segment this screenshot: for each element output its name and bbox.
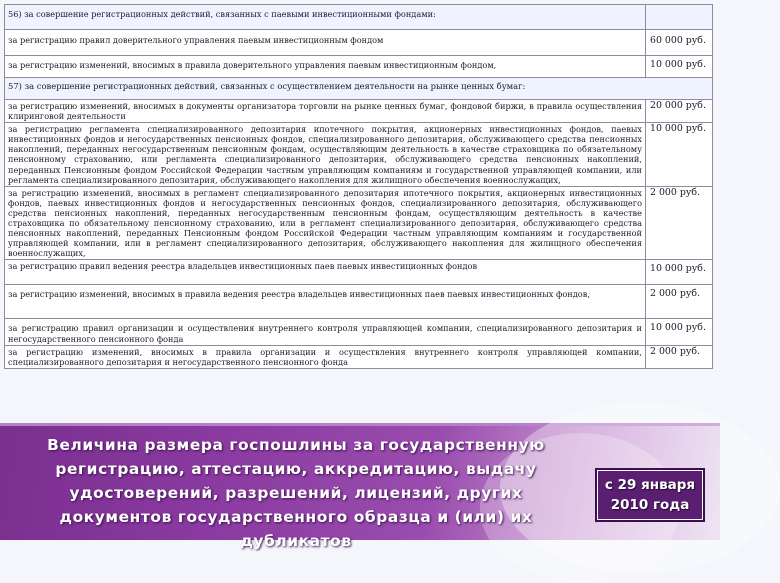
table-row: [5, 260, 713, 285]
row-text: за регистрацию изменений, вносимых в документы организатора торговли на рынке ценных бумаг, фондовой биржи, в правила осуществления клиринговой деятельности: [5, 100, 646, 123]
row-price: 60 000 руб.: [646, 30, 713, 56]
row-price: 10 000 руб.: [646, 56, 713, 78]
table-row: [5, 56, 713, 78]
row-text: за регистрацию правил доверительного управления паевым инвестиционным фондом: [5, 30, 646, 56]
row-text: за регистрацию регламента специализированного депозитария ипотечного покрытия, акционерных инвестиционных фондов, паевых инвестиционных фондов и негосударственных пенсионных фондов, специализированного депозитария, обслуживающего средства пенсионных накоплений, переданных негосударственным пенсионным фондам, осуществляющим деятельность в качестве страховщика по обязательному пенсионному страхованию, или регламента специализированного депозитария, обслуживающего средства пенсионных накоплений, переданных Пенсионным фондом Российской Федерации частным управляющим компаниям и государственной управляющей компании, или регламента специализированного депозитария, обслуживающего накопления для жилищного обеспечения военнослужащих,: [5, 123, 646, 187]
table-row: [5, 123, 713, 187]
section-56-price-empty: [646, 5, 713, 30]
section-56-title: 56) за совершение регистрационных действий, связанных с паевыми инвестиционными фондами:: [5, 5, 646, 30]
row-price: 2 000 руб.: [646, 186, 713, 260]
row-price: 10 000 руб.: [646, 123, 713, 187]
row-price: 10 000 руб.: [646, 260, 713, 285]
section-56-header: [5, 5, 713, 30]
table-row: [5, 345, 713, 368]
table-row: [5, 30, 713, 56]
row-text: за регистрацию изменений, вносимых в правила ведения реестра владельцев инвестиционных паев паевых инвестиционных фондов,: [5, 285, 646, 319]
row-text: за регистрацию правил ведения реестра владельцев инвестиционных паев паевых инвестиционных фондов: [5, 260, 646, 285]
fee-table: [4, 4, 713, 369]
row-text: за регистрацию изменений, вносимых в регламент специализированного депозитария ипотечного покрытия, акционерных инвестиционных фондов, паевых инвестиционных фондов и негосударственных пенсионных фондов, специализированного депозитария, обслуживающего средства пенсионных накоплений, переданных негосударственным пенсионным фондам, осуществляющим деятельность в качестве страховщика по обязательному пенсионному страхованию, или в регламент специализированного депозитария, обслуживающего средства пенсионных накоплений, переданных Пенсионным фондом Российской Федерации частным управляющим компаниям и государственной управляющей компании, или в регламент специализированного депозитария, обслуживающего накопления для жилищного обеспечения военнослужащих,: [5, 186, 646, 260]
row-text: за регистрацию изменений, вносимых в правила организации и осуществления внутреннего контроля управляющей компании, специализированного депозитария и негосударственного пенсионного фонда: [5, 345, 646, 368]
table-row: [5, 319, 713, 345]
row-price: 2 000 руб.: [646, 345, 713, 368]
banner-heading: Величина размера госпошлины за государственную регистрацию, аттестацию, аккредитацию, выдачу удостоверений, разрешений, лицензий, других документов государственного образца и (или) их дубликатов: [47, 436, 545, 550]
table-row: [5, 186, 713, 260]
date-line-2: 2010 года: [610, 497, 690, 513]
table-row: [5, 100, 713, 123]
date-line-1: с 29 января: [604, 477, 696, 493]
table-row: [5, 285, 713, 319]
row-price: 20 000 руб.: [646, 100, 713, 123]
row-text: за регистрацию правил организации и осуществления внутреннего контроля управляющей компании, специализированного депозитария и негосударственного пенсионного фонда: [5, 319, 646, 345]
fee-table-container: [4, 4, 713, 369]
section-57-header: [5, 78, 713, 100]
date-badge: [597, 470, 703, 520]
section-57-title: 57) за совершение регистрационных действий, связанных с осуществлением деятельности на рынке ценных бумаг:: [5, 78, 713, 100]
row-text: за регистрацию изменений, вносимых в правила доверительного управления паевым инвестиционным фондом,: [5, 56, 646, 78]
row-price: 2 000 руб.: [646, 285, 713, 319]
row-price: 10 000 руб.: [646, 319, 713, 345]
